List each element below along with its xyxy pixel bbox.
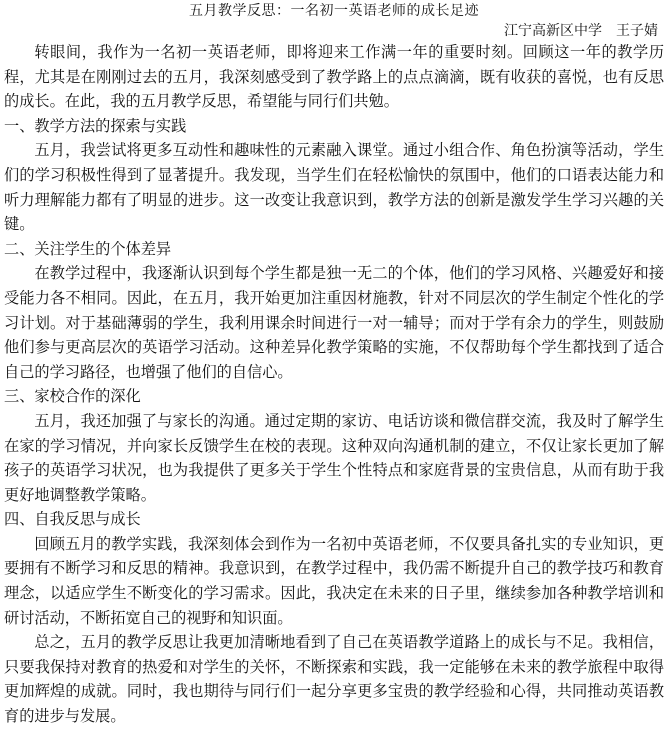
- section-body-home-school: 五月，我还加强了与家长的沟通。通过定期的家访、电话访谈和微信群交流，我及时了解学生在家的学习情况，并向家长反馈学生在校的表现。这种双向沟通机制的建立，不仅让家长更加了解孩子的英语学习状况，也为我提供了更多关于学生个性特点和家庭背景的宝贵信息，从而有助于我更好地调整教学策略。: [4, 411, 664, 504]
- section-heading-methods: 一、教学方法的探索与实践: [4, 116, 187, 135]
- conclusion-paragraph: 总之，五月的教学反思让我更加清晰地看到了自己在英语教学道路上的成长与不足。我相信，只要我保持对教育的热爱和对学生的关怀，不断探索和实践，我一定能够在未来的教学旅程中取得更加辉煌的成就。同时，我也期待与同行们一起分享更多宝贵的教学经验和心得，共同推动英语教育的进步与发展。: [4, 633, 664, 726]
- section-heading-reflection: 四、自我反思与成长: [4, 510, 141, 529]
- section-heading-home-school: 三、家校合作的深化: [4, 387, 141, 406]
- section-body-differences: 在教学过程中，我逐渐认识到每个学生都是独一无二的个体，他们的学习风格、兴趣爱好和接受能力各不相同。因此，在五月，我开始更加注重因材施教，针对不同层次的学生制定个性化的学习计划。对于基础薄弱的学生，我利用课余时间进行一对一辅导；而对于学有余力的学生，则鼓励他们参与更高层次的英语学习活动。这种差异化教学策略的实施，不仅帮助每个学生都找到了适合自己的学习路径，也增强了他们的自信心。: [4, 264, 664, 381]
- section-body-methods: 五月，我尝试将更多互动性和趣味性的元素融入课堂。通过小组合作、角色扮演等活动，学生们的学习积极性得到了显著提升。我发现，当学生们在轻松愉快的氛围中，他们的口语表达能力和听力理解能力都有了明显的进步。这一改变让我意识到，教学方法的创新是激发学生学习兴趣的关键。: [4, 141, 664, 234]
- intro-paragraph: 转眼间，我作为一名初一英语老师，即将迎来工作满一年的重要时刻。回顾这一年的教学历程，尤其是在刚刚过去的五月，我深刻感受到了教学路上的点点滴滴，既有收获的喜悦，也有反思的成长。在此，我的五月教学反思，希望能与同行们共勉。: [4, 43, 664, 111]
- author-line: 江宁高新区中学 王子婧: [504, 23, 658, 39]
- document-title: 五月教学反思：一名初一英语老师的成长足迹: [189, 3, 479, 19]
- section-heading-differences: 二、关注学生的个体差异: [4, 239, 172, 258]
- section-body-reflection: 回顾五月的教学实践，我深刻体会到作为一名初中英语老师，不仅要具备扎实的专业知识，更要拥有不断学习和反思的精神。我意识到，在教学过程中，我仍需不断提升自己的教学技巧和教育理念，以适应学生不断变化的学习需求。因此，我决定在未来的日子里，继续参加各种教学培训和研讨活动，不断拓宽自己的视野和知识面。: [4, 534, 664, 627]
